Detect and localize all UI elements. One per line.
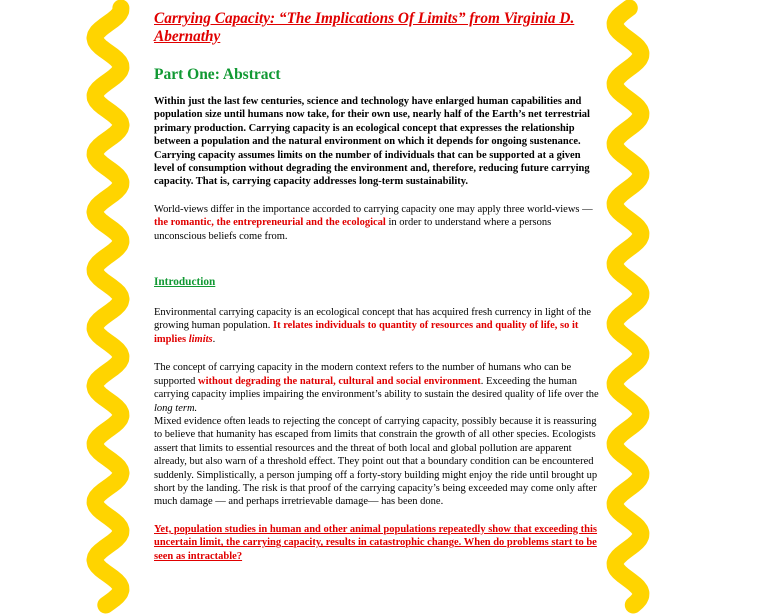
document-title: Carrying Capacity: “The Implications Of Limits” from Virginia D. Abernathy (154, 10, 575, 45)
left-yellow-squiggle-border (78, 0, 138, 614)
worldviews-paragraph (154, 203, 602, 243)
document-body (154, 10, 602, 563)
concept-text-middle: . Exceeding the human carrying capacity implies impairing the environment’s ability to sustain the desired quality of life over the (154, 375, 599, 401)
environmental-highlight: It relates individuals to quantity of resources and quality of life, so it implies (154, 320, 579, 345)
worldviews-highlight: the romantic, the entrepreneurial and the ecological (154, 217, 386, 229)
modern-concept-paragraph (154, 361, 602, 415)
abstract-paragraph: Within just the last few centuries, science and technology have enlarged human capabilities and population size until humans now take, for their own use, nearly half of the Earth’s net terrestrial primary production. Carrying capacity is an ecological concept that expresses the relationship between a population and the natural environment on which it depends for ongoing sustenance. Carrying capacity assumes limits on the number of individuals that can be supported at a given level of consumption without degrading the environment and, therefore, reducing future carrying capacity. That is, carrying capacity addresses long-term sustainability. (154, 96, 590, 188)
right-yellow-squiggle-border (598, 0, 658, 614)
closing-statement: Yet, population studies in human and other animal populations repeatedly show that exceeding this uncertain limit, the carrying capacity, results in catastrophic change. When do problems start to be seen as intractable? (154, 523, 598, 562)
environmental-text-end: . (212, 333, 216, 345)
concept-highlight: without degrading the natural, cultural and social environment (198, 375, 481, 387)
worldviews-text-start: World-views differ in the importance accorded to carrying capacity one may apply three world-views — (154, 203, 593, 215)
environmental-limits-word: limits (188, 333, 213, 345)
mixed-evidence-paragraph: Mixed evidence often leads to rejecting the concept of carrying capacity, possibly because it is reassuring to believe that humanity has escaped from limits that constrain the growth of all other species. Ecologists assert that limits to essential resources and the threat of both local and global pollution are apparent already, but also warn of a threshold effect. They point out that a boundary condition can be encountered suddenly. Simplistically, a person jumping off a forty-story building might enjoy the ride until brought up short by the landing. The risk is that proof of the carrying capacity’s being exceeded may come only after much damage — and perhaps irretrievable damage— has been done. (154, 415, 598, 508)
introduction-heading: Introduction (154, 276, 216, 289)
worldviews-text-end: in order to understand where a persons unconscious beliefs come from. (154, 217, 552, 242)
part-one-heading: Part One: Abstract (154, 66, 281, 83)
environmental-text-start: Environmental carrying capacity is an ecological concept that has acquired fresh currency in light of the growing human population. (154, 307, 592, 332)
environmental-capacity-paragraph (154, 306, 602, 346)
concept-long-term: long term. (154, 402, 198, 414)
concept-text-start: The concept of carrying capacity in the modern context refers to the number of humans who can be supported (154, 362, 572, 387)
